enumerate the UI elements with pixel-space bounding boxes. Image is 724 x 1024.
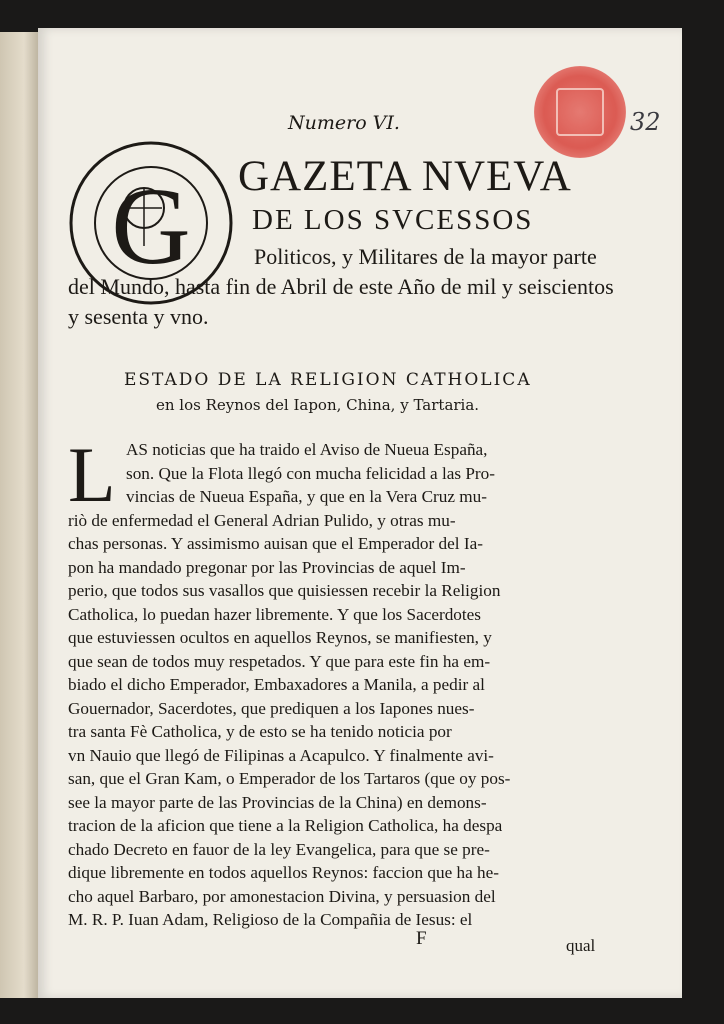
stamp-inner-frame [556, 88, 604, 136]
body-line: vn Nauio que llegó de Filipinas a Acapulco. Y finalmente avi- [68, 745, 494, 765]
gazette-subtitle: DE LOS SVCESSOS [252, 204, 534, 236]
issue-number: Numero VI. [288, 112, 400, 134]
svg-text:G: G [111, 165, 191, 287]
document-page [38, 28, 682, 998]
section-subheading: en los Reynos del Iapon, China, y Tartaria. [156, 396, 480, 414]
body-line: Gouernador, Sacerdotes, que prediquen a los Iapones nues- [68, 698, 475, 718]
body-line: M. R. P. Iuan Adam, Religioso de la Compañia de Iesus: el [68, 910, 473, 929]
body-line: chado Decreto en fauor de la ley Evangelica, para que se pre- [68, 839, 490, 859]
body-line: dique libremente en todos aquellos Reynos: faccion que ha he- [68, 863, 499, 882]
body-line: riò de enfermedad el General Adrian Pulido, y otras mu- [68, 510, 456, 530]
left-page-edge [0, 32, 40, 998]
body-line: son. Que la Flota llegó con mucha felicidad a las Pro- [126, 463, 495, 483]
body-line: see la mayor parte de las Provincias de la China) en demons- [68, 792, 487, 812]
body-line: cho aquel Barbaro, por amonestacion Divina, y persuasion del [68, 886, 496, 906]
body-line: tra santa Fè Catholica, y de esto se ha tenido noticia por [68, 722, 452, 741]
body-line: perio, que todos sus vasallos que quisiessen recebir la Religion [68, 581, 501, 600]
article-body [68, 431, 606, 932]
drop-cap: L [68, 431, 116, 518]
body-line: Catholica, lo puedan hazer libremente. Y que los Sacerdotes [68, 604, 481, 624]
body-line: chas personas. Y assimismo auisan que el Emperador del Ia- [68, 534, 483, 553]
body-line: que estuviessen ocultos en aquellos Reynos, se manifiesten, y [68, 628, 492, 647]
folio-number: 32 [630, 108, 661, 136]
section-heading: ESTADO DE LA RELIGION CATHOLICA [124, 370, 532, 390]
body-line: pon ha mandado pregonar por las Provincias de aquel Im- [68, 557, 466, 577]
body-line: biado el dicho Emperador, Embaxadores a Manila, a pedir al [68, 675, 485, 694]
gazette-title: GAZETA NVEVA [238, 153, 572, 200]
body-line: san, que el Gran Kam, o Emperador de los Tartaros (que oy pos- [68, 769, 511, 788]
catchword: qual [566, 936, 596, 955]
library-stamp [534, 66, 626, 158]
body-line: AS noticias que ha traido el Aviso de Nueua España, [126, 440, 488, 459]
body-line: vincias de Nueua España, y que en la Vera Cruz mu- [126, 487, 487, 506]
body-line: tracion de la aficion que tiene a la Religion Catholica, ha despa [68, 816, 503, 835]
body-line: que sean de todos muy respetados. Y que para este fin ha em- [68, 651, 491, 671]
signature-mark: F [416, 928, 427, 949]
gazette-title-body: Politicos, y Militares de la mayor parte del Mundo, hasta fin de Abril de este Año de mil y seiscientos y sesenta y vno. [68, 244, 614, 329]
